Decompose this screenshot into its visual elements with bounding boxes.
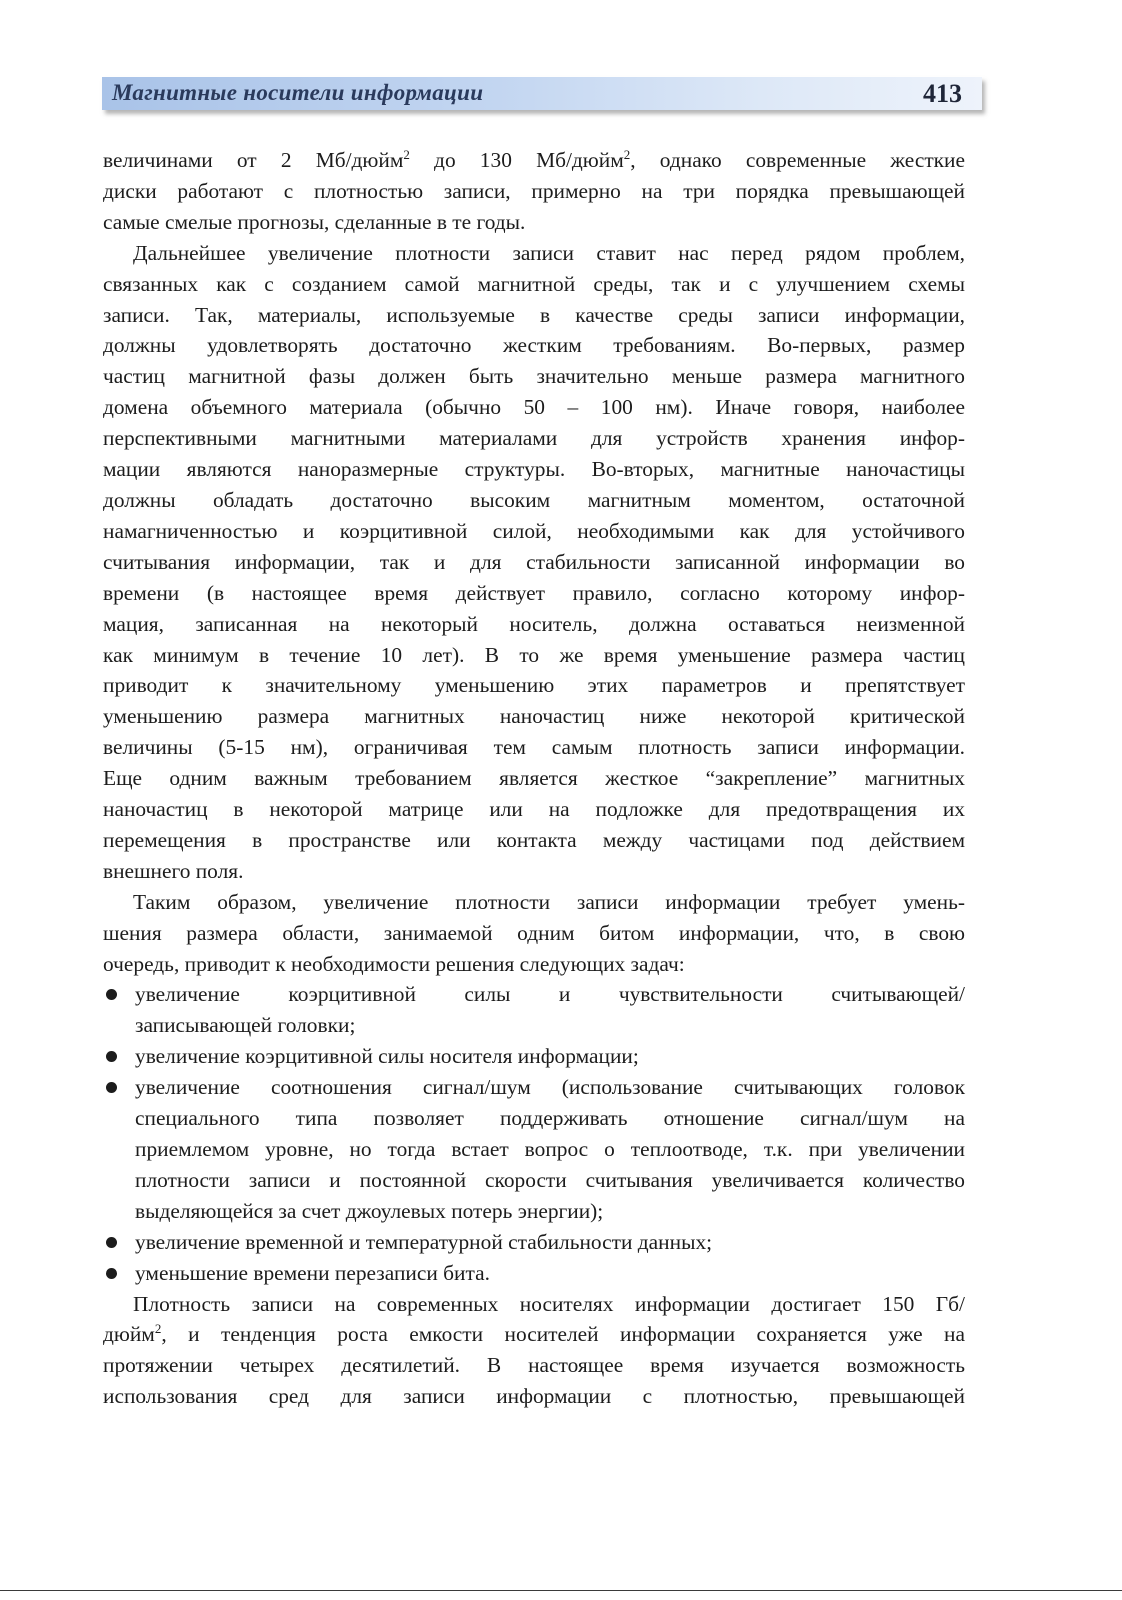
text-line: записи. Так, материалы, используемые в качестве среды записи информации,: [103, 302, 965, 327]
text-line: Плотность записи на современных носителях информации достигает 150 Гб/: [133, 1291, 965, 1316]
text-line: диски работают с плотностью записи, примерно на три порядка превышающей: [103, 178, 965, 203]
text-line: шения размера области, занимаемой одним битом информации, что, в свою: [103, 920, 965, 945]
text-line: приводит к значительному уменьшению этих параметров и препятствует: [103, 673, 965, 698]
bullet-icon: [106, 1051, 117, 1062]
text-line: должны удовлетворять достаточно жестким требованиям. Во-первых, размер: [103, 333, 965, 358]
text-line: использования сред для записи информации с плотностью, превышающей: [103, 1384, 965, 1409]
paragraph-2: [103, 238, 965, 887]
text-line: приемлемом уровне, но тогда встает вопрос о теплоотводе, т.к. при увеличении: [135, 1137, 965, 1161]
text-line: домена объемного материала (обычно 50 – 100 нм). Иначе говоря, наиболее: [103, 395, 965, 420]
text-line: мация, записанная на некоторый носитель, должна оставаться неизменной: [103, 611, 965, 636]
text-line: мации являются наноразмерные структуры. Во-вторых, магнитные наночастицы: [103, 457, 965, 482]
text-line: плотности записи и постоянной скорости считывания увеличивается количество: [135, 1167, 965, 1192]
list-item: [103, 979, 965, 1041]
bullet-icon: [106, 1082, 117, 1093]
list-item: [103, 1072, 965, 1227]
text-line: частиц магнитной фазы должен быть значительно меньше размера магнитного: [103, 364, 965, 389]
text-line: Таким образом, увеличение плотности записи информации требует умень-: [133, 889, 965, 914]
text-line: Дальнейшее увеличение плотности записи ставит нас перед рядом проблем,: [133, 240, 965, 265]
bullet-icon: [106, 1237, 117, 1248]
text-line: связанных как с созданием самой магнитной среды, так и с улучшением схемы: [103, 271, 965, 296]
paragraph-1: [103, 145, 965, 238]
text-line: увеличение коэрцитивной силы и чувствительности считывающей/: [135, 982, 965, 1007]
text-line: самые смелые прогнозы, сделанные в те годы.: [103, 209, 526, 234]
text-line: увеличение временной и температурной стабильности данных;: [135, 1229, 713, 1254]
paragraph-3: [103, 887, 965, 980]
text-line: перемещения в пространстве или контакта между частицами под действием: [103, 827, 965, 852]
text-line: дюйм$^2$, и тенденция роста емкости носителей информации сохраняется уже на: [103, 1321, 965, 1347]
text-line: выделяющейся за счет джоулевых потерь энергии);: [135, 1198, 604, 1223]
text-line: протяжении четырех десятилетий. В настоящее время изучается возможность: [103, 1353, 965, 1378]
text-line: очередь, приводит к необходимости решения следующих задач:: [103, 951, 685, 976]
page-bottom-rule: [0, 1590, 1122, 1591]
text-line: времени (в настоящее время действует правило, согласно которому инфор-: [103, 580, 965, 605]
page-number: 413: [923, 79, 962, 108]
text-line: перспективными магнитными материалами для устройств хранения инфор-: [103, 426, 965, 451]
running-title: Магнитные носители информации: [112, 80, 484, 105]
paragraph-4: [103, 1289, 965, 1413]
text-line: Еще одним важным требованием является жесткое “закрепление” магнитных: [103, 766, 965, 791]
list-item: [103, 1041, 965, 1072]
page-body: [103, 145, 965, 1412]
text-line: внешнего поля.: [103, 858, 244, 883]
text-line: намагниченностью и коэрцитивной силой, необходимыми как для устойчивого: [103, 518, 965, 543]
text-line: как минимум в течение 10 лет). В то же время уменьшение размера частиц: [103, 642, 965, 667]
bullet-icon: [106, 1268, 117, 1279]
list-item: [103, 1258, 965, 1289]
bullet-icon: [106, 989, 117, 1000]
text-line: уменьшению размера магнитных наночастиц ниже некоторой критической: [103, 704, 965, 729]
list-item: [103, 1227, 965, 1258]
text-line: уменьшение времени перезаписи бита.: [135, 1260, 490, 1285]
text-line: величины (5-15 нм), ограничивая тем самым плотность записи информации.: [103, 735, 965, 760]
text-line: увеличение коэрцитивной силы носителя информации;: [135, 1044, 639, 1069]
text-line: должны обладать достаточно высоким магнитным моментом, остаточной: [103, 487, 965, 512]
text-line: наночастиц в некоторой матрице или на подложке для предотвращения их: [103, 797, 965, 822]
text-line: записывающей головки;: [135, 1013, 356, 1038]
text-line: величинами от 2 Мб/дюйм$^2$ до 130 Мб/дюйм$^2$, однако современные жесткие: [103, 146, 966, 172]
text-line: увеличение соотношения сигнал/шум (использование считывающих головок: [135, 1075, 965, 1100]
text-line: считывания информации, так и для стабильности записанной информации во: [103, 549, 965, 574]
text-line: специального типа позволяет поддерживать отношение сигнал/шум на: [135, 1106, 965, 1131]
task-list: [103, 979, 965, 1288]
